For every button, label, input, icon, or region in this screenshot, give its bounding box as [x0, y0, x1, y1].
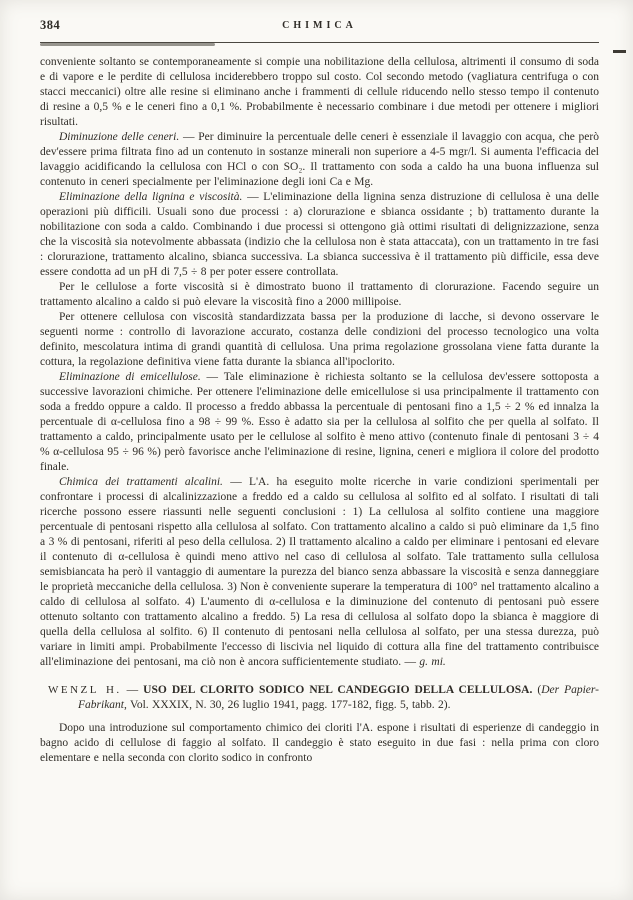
review-paragraph [40, 55, 599, 130]
review-paragraph [40, 310, 599, 370]
review-paragraph [40, 475, 599, 670]
paragraph-text: Per le cellulose a forte viscosità si è dimostrato buono il trattamento di clorurazione. Facendo seguire un trattamento alcalino a caldo si può elevare la viscosità fino a 2000 millipoise. [40, 281, 599, 308]
page-number: 384 [40, 18, 61, 32]
entry-source: , Vol. XXXIX, N. 30, 26 luglio 1941, pagg. 177-182, figg. 5, tabb. 2). [124, 699, 451, 711]
scan-edge-mark-artifact [613, 50, 626, 53]
bibliography-entry [40, 683, 599, 713]
scan-smudge-artifact [40, 43, 215, 46]
review-paragraph [40, 190, 599, 280]
paragraph-lead: Chimica dei trattamenti alcalini. [59, 476, 223, 488]
paragraph-text: — L'A. ha eseguito molte ricerche in varie condizioni sperimentali per confrontare i processi di alcalinizzazione a freddo ed a caldo su cellulosa al solfito ed al solfato. I risultati di tali ricerche possono essere riassunti nelle seguenti conclusioni : 1) La cellulosa al solfito contiene una maggiore percentuale di pentosani rispetto alla cellulosa al solfato. Con trattamento alcalino a caldo si può eliminare da 1,5 fino a 3 % di pentosani, riferiti al peso della cellulosa. 2) Il trattamento alcalino a caldo per eliminare i pentosani ed elevare il contenuto di α-cellulosa è quindi meno attivo nel caso di cellulosa al solfato. Tale trattamento sulla cellulosa semisbiancata ha però il vantaggio di aumentare la purezza del bianco senza abbassare la viscosità e senza danneggiare le proprietà meccaniche della cellulosa. 3) Non è conveniente superare la temperatura di 100° nel trattamento alcalino a caldo di cellulosa al solfato. 4) L'aumento di α-cellulosa e la diminuzione del contenuto di pentosani può essere ottenuto soltanto con trattamento alcalino a freddo. 5) La resa di cellulosa al solfato dopo la sbianca è maggiore di quella della cellulosa al solfito. 6) Il contenuto di pentosani nella cellulosa al solfato, per una stessa durezza, può variare in limiti ampi. Probabilmente l'eccesso di liscivia nel liquido di cottura alla fine del trattamento contribuisce all'eliminazione dei pentosani, ma ciò non è ancora sufficientemente studiato. — [40, 476, 599, 668]
entry-journal: Der Papier-Fabrikant [78, 684, 599, 711]
paragraph-lead: Eliminazione della lignina e viscosità. [59, 191, 243, 203]
entry-separator: — [121, 684, 144, 696]
entry-author: WENZL H. [48, 684, 122, 696]
paragraph-text: conveniente soltanto se contemporaneamente si compie una nobilitazione della cellulosa, altrimenti il consumo di soda e di vapore e le perdite di cellulosa inciderebbero troppo sul costo. Col secondo metodo (vagliatura centrifuga o con stacci meccanici) oltre alle resine si eliminano anche i frammenti di cellule riducendo nello stesso tempo il contenuto di resine a 0,5 % e le ceneri fino a 0,1 %. Probabilmente è necessario combinare i due metodi per ottenere i migliori risultati. [40, 56, 599, 128]
paragraph-text: Dopo una introduzione sul comportamento chimico dei cloriti l'A. espone i risultati di esperienze di candeggio in bagno acido di cellulose di faggio al solfato. Il candeggio è stato eseguito in due fasi : nella prima con cloro elementare e nella seconda con clorito sodico in confronto [40, 722, 599, 764]
review-paragraph [40, 130, 599, 190]
paragraph-text: Per ottenere cellulosa con viscosità standardizzata bassa per la produzione di lacche, si devono osservare le seguenti norme : controllo di lavorazione accurato, costanza delle condizioni del processo tecnologico una volta definito, mescolatura intima di grandi quantità di cellulosa. Una prima regolazione grossolana viene fatta durante la cottura, la regolazione definitiva viene fatta durante la sbianca all'ipoclorito. [40, 311, 599, 368]
review-text-column [40, 55, 599, 766]
entry-source-open: ( [537, 684, 542, 696]
paragraph-text: — Tale eliminazione è richiesta soltanto se la cellulosa dev'essere sottoposta a successive lavorazioni chimiche. Per ottenere l'eliminazione delle emicellulose si usa principalmente il trattamento con soda a freddo oppure a caldo. Il processo a freddo abbassa la percentuale di pentosani fino a 1,5 ÷ 2 % ed innalza la percentuale di α-cellulosa fino a 98 ÷ 99 %. Esso è adatto sia per la cellulosa al solfito che per quella al solfato. Il trattamento a caldo, principalmente usato per le cellulose al solfito è meno attivo (contenuto finale di pentosani 3 ÷ 4 % α-cellulosa 95 ÷ 96 %) però favorisce anche l'eliminazione di resine, lignina, ceneri e migliora il colore del prodotto finale. [40, 371, 599, 473]
paragraph-text: — Per diminuire la percentuale delle ceneri è essenziale il lavaggio con acqua, che però dev'essere prima filtrata fino ad un contenuto in sostanze minerali non superiore a 4-5 mgr/l. Si aumenta l'efficacia del lavaggio acidificando la cellulosa con HCl o con SO₂. Il trattamento con soda a caldo ha una buona influenza sul contenuto in ceneri specialmente per l'eliminazione degli ioni Ca e Mg. [40, 131, 599, 188]
paragraph-lead: Eliminazione di emicellulose. [59, 371, 201, 383]
entry-title: USO DEL CLORITO SODICO NEL CANDEGGIO DELLA CELLULOSA. [143, 684, 538, 696]
review-paragraph [40, 370, 599, 475]
reviewer-signature: g. mi. [419, 656, 446, 668]
journal-header-title: CHIMICA [282, 20, 357, 31]
review-paragraph [40, 280, 599, 310]
entry-abstract [40, 721, 599, 766]
paragraph-lead: Diminuzione delle ceneri. [59, 131, 180, 143]
paragraph-text: — L'eliminazione della lignina senza distruzione di cellulosa è una delle operazioni più difficili. Usuali sono due processi : a) clorurazione e sbianca ossidante ; b) trattamento durante la nobilitazione con soda a caldo. Combinando i due processi si ottengono già ottimi risultati di delignizzazione, senza che la viscosità sia notevolmente abbassata (indizio che la cellulosa non è stata attaccata), con un trattamento in tre fasi : clorurazione, trattamento alcalino, sbianca successiva. La sbianca successiva è il trattamento più difficile, essa deve essere condotta ad un pH di 7,5 ÷ 8 per poter essere controllata. [40, 191, 599, 278]
page-header [40, 16, 599, 40]
